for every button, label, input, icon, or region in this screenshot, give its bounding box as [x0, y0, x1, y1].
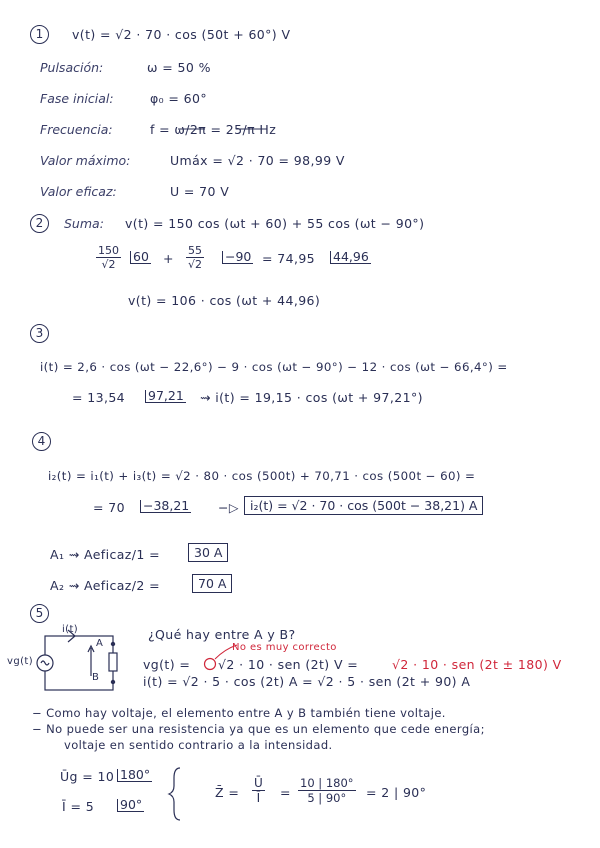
impedance-denominator: Ī	[256, 791, 261, 805]
phasor-sum-angle: 44,96	[330, 251, 371, 264]
ug-phasor-angle: 180°	[117, 769, 152, 782]
problem-4-angle: −38,21	[140, 500, 191, 513]
rms-value-value: U = 70 V	[170, 184, 230, 199]
problem-3-angle: 97,21	[145, 390, 186, 403]
rms-value-label: Valor eficaz:	[40, 184, 117, 199]
node-b-label: B	[92, 672, 100, 683]
frequency-label: Frecuencia:	[40, 122, 113, 137]
problem-1-equation: v(t) = √2 · 70 · cos (50t + 60°) V	[72, 27, 291, 42]
circuit-diagram	[37, 630, 117, 690]
ammeter-1-label: A₁ ⇝ Aeficaz/1 =	[50, 547, 160, 562]
problem-4-arrow: −▷	[218, 500, 239, 515]
problem-4-magnitude: = 70	[93, 500, 125, 515]
i-phasor-angle: 90°	[117, 799, 144, 812]
problem-4-number: 4	[32, 432, 51, 451]
impedance-numerator: Ū	[254, 776, 263, 790]
max-value-label: Valor máximo:	[40, 153, 131, 168]
vg-equation-corrected: √2 · 10 · sen (2t ± 180) V	[392, 657, 562, 672]
impedance-fraction-values	[298, 776, 356, 805]
current-equation: i(t) = √2 · 5 · cos (2t) A = √2 · 5 · sen (2t + 90) A	[143, 674, 471, 689]
sum-label: Suma:	[64, 216, 104, 231]
note-line-3: voltaje en sentido contrario a la intensidad.	[64, 738, 333, 752]
impedance-fraction	[252, 776, 265, 805]
vg-equation-left: vg(t) =	[143, 657, 191, 672]
phasor-1-denominator: √2	[101, 258, 116, 271]
impedance-result: = 2 | 90°	[366, 785, 427, 800]
problem-5-question: ¿Qué hay entre A y B?	[148, 627, 296, 642]
problem-2-result: v(t) = 106 · cos (ωt + 44,96)	[128, 293, 321, 308]
problem-3-magnitude: = 13,54	[72, 390, 126, 405]
initial-phase-value: φ₀ = 60°	[150, 91, 208, 106]
phasor-1-numerator: 150	[98, 244, 119, 257]
impedance-denominator-value: 5 | 90°	[307, 791, 347, 805]
problem-5-number: 5	[30, 604, 49, 623]
problem-3-line-1: i(t) = 2,6 · cos (ωt − 22,6°) − 9 · cos (ωt − 90°) − 12 · cos (ωt − 66,4°) =	[40, 360, 508, 374]
i-phasor-label: Ī = 5	[62, 799, 95, 814]
pulsation-label: Pulsación:	[40, 60, 104, 75]
vg-equation-middle: √2 · 10 · sen (2t) V =	[218, 657, 359, 672]
problem-1-number: 1	[30, 25, 49, 44]
circuit-source-label: vg(t)	[7, 656, 33, 667]
ug-phasor-label: Ūg = 10	[60, 769, 115, 784]
node-a-label: A	[96, 638, 104, 649]
phasor-2-fraction	[186, 244, 204, 271]
impedance-numerator-value: 10 | 180°	[300, 776, 354, 790]
circuit-current-label: i(t)	[62, 624, 79, 635]
pulsation-value: ω = 50 %	[147, 60, 211, 75]
problem-4-line-1: i₂(t) = i₁(t) + i₃(t) = √2 · 80 · cos (500t) + 70,71 · cos (500t − 60) =	[48, 469, 476, 483]
phasor-1-fraction	[96, 244, 121, 271]
impedance-equals: =	[280, 785, 291, 800]
problem-3-result: ⇝ i(t) = 19,15 · cos (ωt + 97,21°)	[200, 390, 423, 405]
phasor-1-angle: 60	[130, 251, 151, 264]
note-line-1: − Como hay voltaje, el elemento entre A y B también tiene voltaje.	[32, 706, 446, 720]
plus-sign: +	[163, 251, 174, 266]
phasor-2-denominator: √2	[187, 258, 202, 271]
phasor-2-angle: −90	[222, 251, 253, 264]
phasor-2-numerator: 55	[188, 244, 202, 257]
impedance-label: Z̄ =	[215, 785, 240, 800]
problem-3-number: 3	[30, 324, 49, 343]
max-value-value: Umáx = √2 · 70 = 98,99 V	[170, 153, 345, 168]
ammeter-2-label: A₂ ⇝ Aeficaz/2 =	[50, 578, 160, 593]
phasor-sum-magnitude: = 74,95	[262, 251, 316, 266]
problem-4-boxed-result: i₂(t) = √2 · 70 · cos (500t − 38,21) A	[244, 496, 483, 515]
problem-2-number: 2	[30, 214, 49, 233]
ammeter-1-value: 30 A	[188, 543, 228, 562]
ammeter-2-value: 70 A	[192, 574, 232, 593]
problem-2-equation: v(t) = 150 cos (ωt + 60) + 55 cos (ωt − 90°)	[125, 216, 425, 231]
note-line-2: − No puede ser una resistencia ya que es un elemento que cede energía;	[32, 722, 485, 736]
initial-phase-label: Fase inicial:	[40, 91, 114, 106]
red-correction-note: No es muy correcto	[232, 642, 337, 653]
frequency-value: f = ω/2π = 25/π Hz	[150, 122, 277, 137]
